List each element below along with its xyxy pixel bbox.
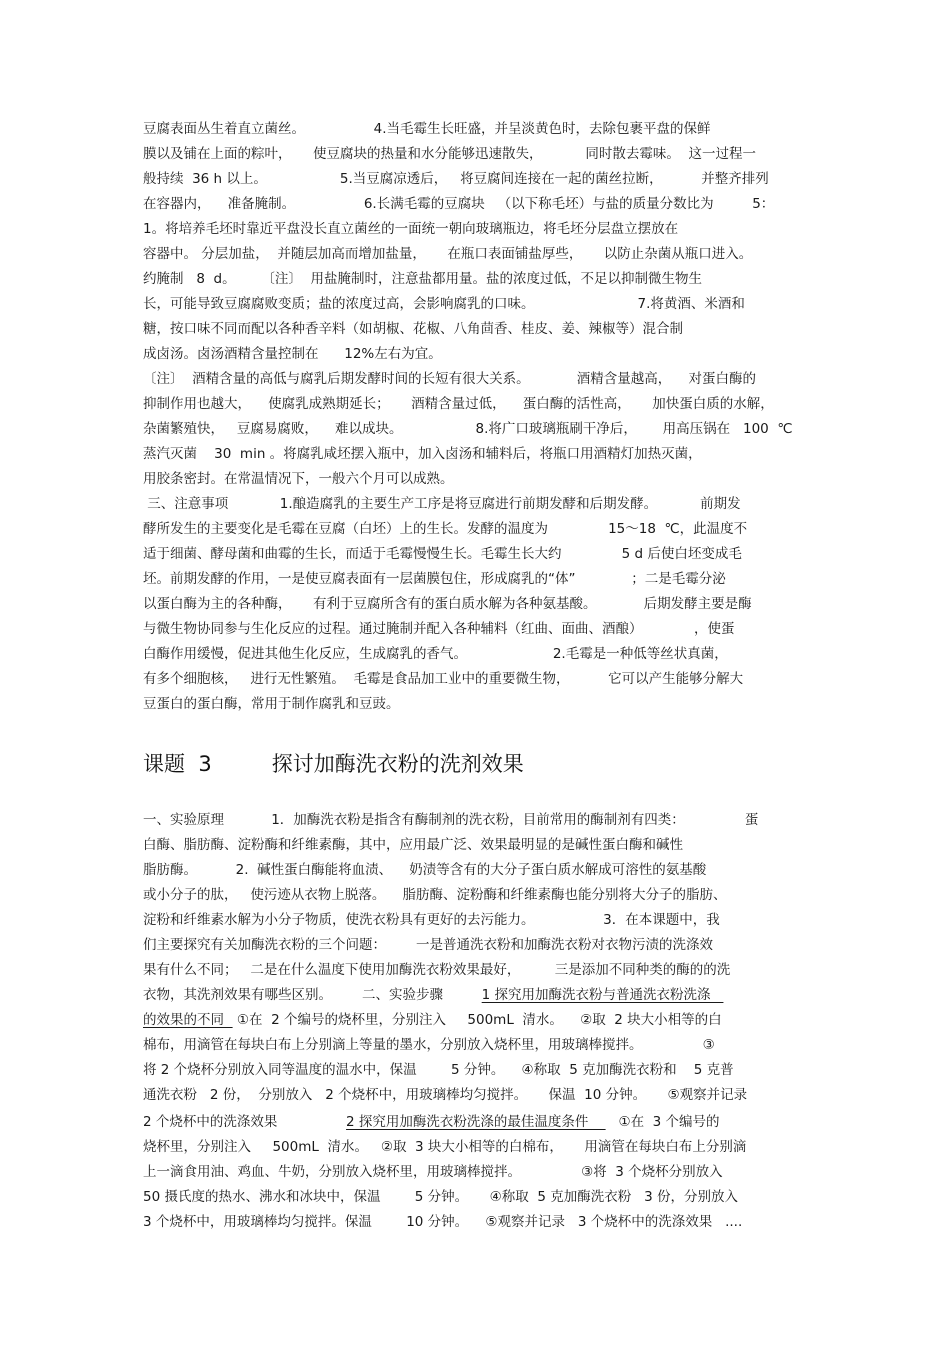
text-line: 蒸汽灭菌 30 min 。将腐乳咸坯摆入瓶中，加入卤汤和辅料后，将瓶口用酒精灯加热灭菌，: [143, 446, 702, 462]
text-run: 2 个烧杯中的洗涤效果: [143, 1114, 347, 1130]
text-line: 有多个细胞核， 进行无性繁殖。 毛霉是食品加工业中的重要微生物， 它可以产生能够分解大: [143, 671, 744, 687]
text-line: 通洗衣粉 2 份， 分别放入 2 个烧杯中，用玻璃棒均匀搅拌。 保温 10 分钟。 ⑤观察并记录: [143, 1087, 748, 1103]
text-line: 三、注意事项 1.酿造腐乳的主要生产工序是将豆腐进行前期发酵和后期发酵。 前期发: [143, 496, 741, 512]
text-line: 豆腐表面丛生着直立菌丝。 4.当毛霉生长旺盛，并呈淡黄色时，去除包裹平盘的保鲜: [143, 121, 711, 137]
text-line: 将 2 个烧杯分别放入同等温度的温水中，保温 5 分钟。 ④称取 5 克加酶洗衣粉和 5 克普: [143, 1062, 734, 1078]
text-line: 成卤汤。卤汤酒精含量控制在 12%左右为宜。: [143, 346, 442, 362]
text-line: 烧杯里，分别注入 500mL 清水。 ②取 3 块大小相等的白棉布， 用滴管在每块白布上分别滴: [143, 1139, 747, 1155]
text-line: 上一滴食用油、鸡血、牛奶，分别放入烧杯里，用玻璃棒搅拌。 ③将 3 个烧杯分别放入: [143, 1164, 723, 1180]
section-title: 课题 3 探讨加酶洗衣粉的洗剂效果: [143, 752, 524, 776]
text-line: [143, 1109, 808, 1135]
text-line: 约腌制 8 d。 〔注〕 用盐腌制时，注意盐都用量。盐的浓度过低，不足以抑制微生物生: [143, 271, 702, 287]
text-line: 与微生物协同参与生化反应的过程。通过腌制并配入各种辅料（红曲、面曲、酒酿） ，使蛋: [143, 621, 735, 637]
text-line: 白酶作用缓慢，促进其他生化反应，生成腐乳的香气。 2.毛霉是一种低等丝状真菌，: [143, 646, 728, 662]
underlined-heading: 1 探究用加酶洗衣粉与普通洗衣粉洗涤: [481, 987, 724, 1003]
text-line: 般持续 36 h 以上。 5.当豆腐凉透后， 将豆腐间连接在一起的菌丝拉断， 并整齐排列: [143, 171, 769, 187]
text-line: 3 个烧杯中，用玻璃棒均匀搅拌。保温 10 分钟。 ⑤观察并记录 3 个烧杯中的洗涤效果 ....: [143, 1214, 743, 1230]
text-line: 膜以及铺在上面的粽叶， 使豆腐块的热量和水分能够迅速散失， 同时散去霉味。 这一过程一: [143, 146, 756, 162]
text-line: 用胶条密封。在常温情况下，一般六个月可以成熟。: [143, 471, 454, 487]
text-line: 1。将培养毛坯时靠近平盘没长直立菌丝的一面统一朝向玻璃瓶边，将毛坯分层盘立摆放在: [143, 221, 679, 237]
text-line: 长，可能导致豆腐腐败变质；盐的浓度过高，会影响腐乳的口味。 7.将黄酒、米酒和: [143, 296, 745, 312]
text-line: 白酶、脂肪酶、淀粉酶和纤维素酶，其中，应用最广泛、效果最明显的是碱性蛋白酶和碱性: [143, 837, 683, 853]
text-line: 50 摄氏度的热水、沸水和冰块中，保温 5 分钟。 ④称取 5 克加酶洗衣粉 3 份，分别放入: [143, 1189, 738, 1205]
text-line: [143, 1007, 808, 1033]
text-run: ①在 3 个编号的: [605, 1114, 720, 1130]
text-line: 在容器内， 准备腌制。 6.长满毛霉的豆腐块 （以下称毛坯）与盐的质量分数比为 5：: [143, 196, 775, 212]
text-line: 杂菌繁殖快， 豆腐易腐败， 难以成块。 8.将广口玻璃瓶刷干净后， 用高压锅在 100 ℃: [143, 421, 793, 437]
text-line: 或小分子的肽， 使污迹从衣物上脱落。 脂肪酶、淀粉酶和纤维素酶也能分别将大分子的脂肪、: [143, 887, 727, 903]
text-line: 〔注〕 酒精含量的高低与腐乳后期发酵时间的长短有很大关系。 酒精含量越高， 对蛋白酶的: [143, 371, 756, 387]
text-line: 抑制作用也越大， 使腐乳成熟期延长； 酒精含量过低， 蛋白酶的活性高， 加快蛋白质的水解，: [143, 396, 774, 412]
text-run: ①在 2 个编号的烧杯里，分别注入 500mL 清水。 ②取 2 块大小相等的白: [232, 1012, 722, 1028]
text-line: 坯。前期发酵的作用，一是使豆腐表面有一层菌膜包住，形成腐乳的“体” ；二是毛霉分泌: [143, 571, 726, 587]
text-line: 容器中。 分层加盐， 并随层加高而增加盐量， 在瓶口表面铺盐厚些， 以防止杂菌从瓶口进入。: [143, 246, 753, 262]
text-line: 以蛋白酶为主的各种酶， 有利于豆腐所含有的蛋白质水解为各种氨基酸。 后期发酵主要是酶: [143, 596, 752, 612]
text-line: 酵所发生的主要变化是毛霉在豆腐（白坯）上的生长。发酵的温度为 15～18 ℃，此温度不: [143, 521, 748, 537]
text-line: 一、实验原理 1．加酶洗衣粉是指含有酶制剂的洗衣粉，目前常用的酶制剂有四类： 蛋: [143, 812, 759, 828]
text-line: 适于细菌、酵母菌和曲霉的生长，而适于毛霉慢慢生长。毛霉生长大约 5 d 后使白坯变成毛: [143, 546, 742, 562]
text-line: 豆蛋白的蛋白酶，常用于制作腐乳和豆豉。: [143, 696, 400, 712]
text-line: 果有什么不同； 二是在什么温度下使用加酶洗衣粉效果最好， 三是添加不同种类的酶的的洗: [143, 962, 731, 978]
text-line: 棉布，用滴管在每块白布上分别滴上等量的墨水，分别放入烧杯里，用玻璃棒搅拌。 ③: [143, 1037, 715, 1053]
text-run: 衣物，其洗剂效果有哪些区别。 二、实验步骤: [143, 987, 482, 1003]
text-line: [143, 982, 808, 1008]
underlined-heading: 2 探究用加酶洗衣粉洗涤的最佳温度条件: [346, 1114, 606, 1130]
text-line: 糖，按口味不同而配以各种香辛料（如胡椒、花椒、八角茴香、桂皮、姜、辣椒等）混合制: [143, 321, 683, 337]
text-line: 脂肪酶。 2. 碱性蛋白酶能将血渍、 奶渍等含有的大分子蛋白质水解成可溶性的氨基酸: [143, 862, 707, 878]
text-line: 淀粉和纤维素水解为小分子物质，使洗衣粉具有更好的去污能力。 3．在本课题中，我: [143, 912, 720, 928]
text-line: 们主要探究有关加酶洗衣粉的三个问题： 一是普通洗衣粉和加酶洗衣粉对衣物污渍的洗涤效: [143, 937, 714, 953]
underlined-heading: 的效果的不同: [143, 1012, 233, 1028]
